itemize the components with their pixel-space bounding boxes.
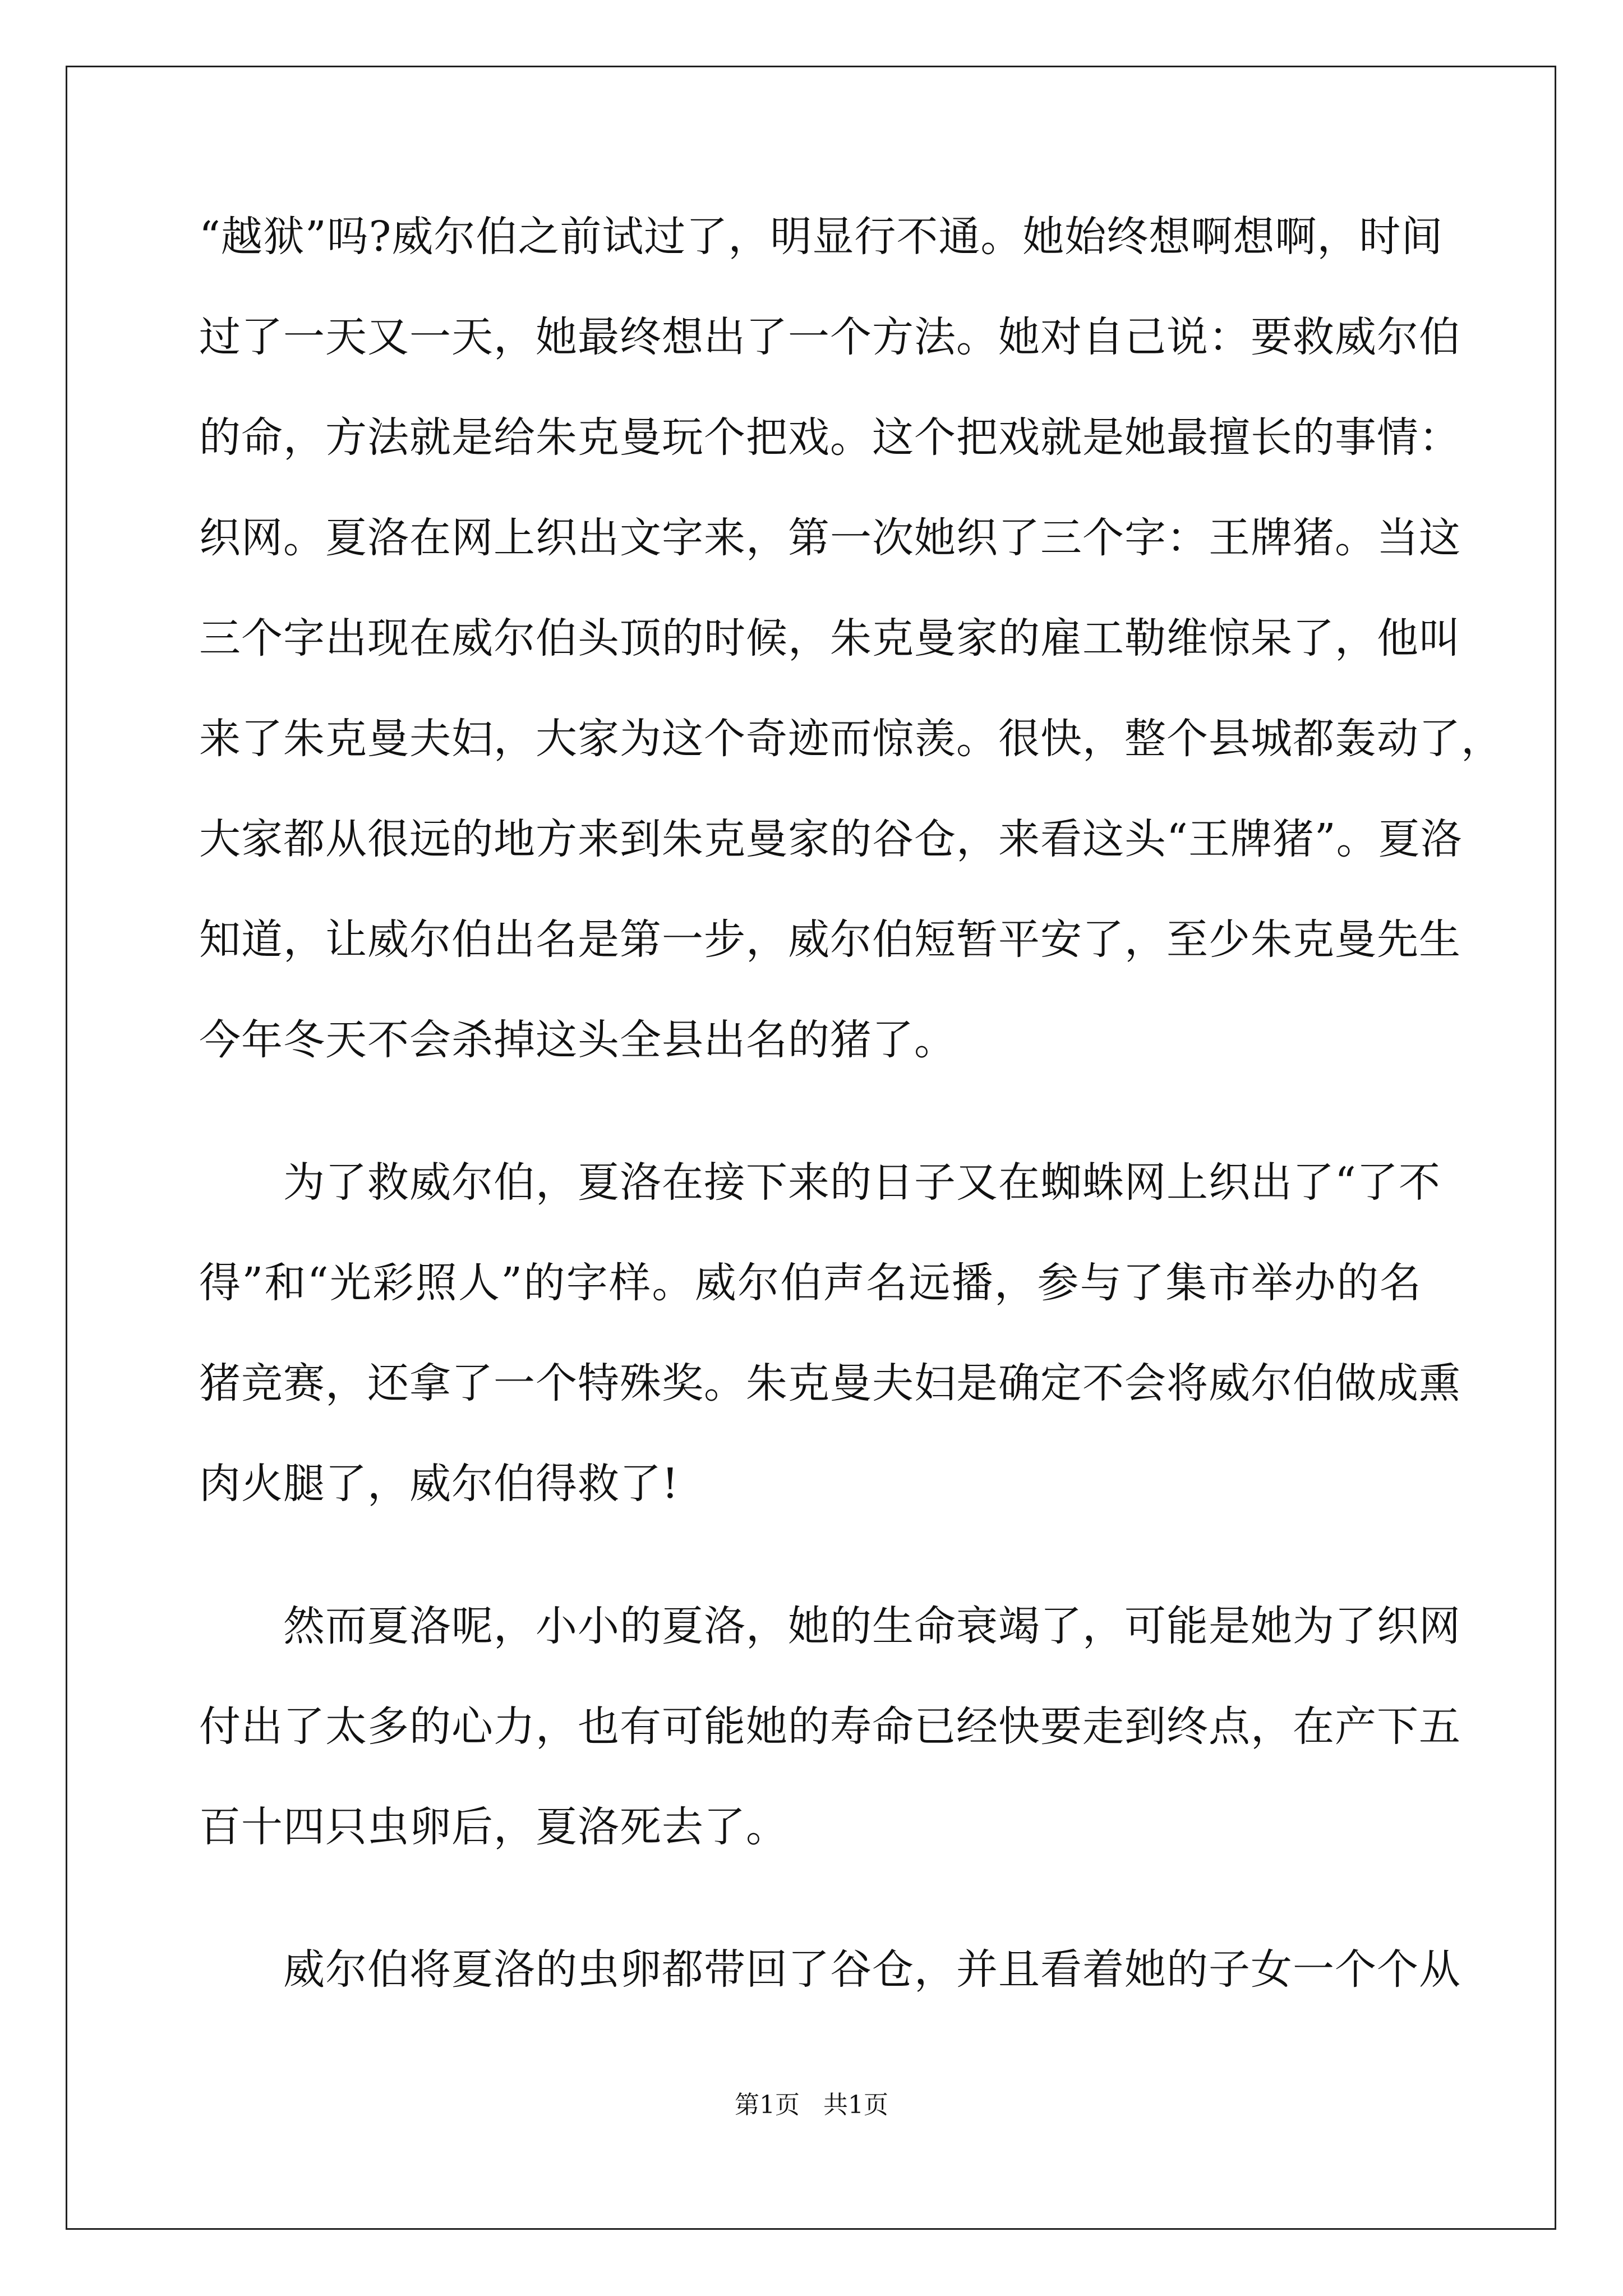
text-line: 大家都从很远的地方来到朱克曼家的谷仓，来看这头“王牌猪”。夏洛	[199, 815, 1463, 863]
paragraph-3	[199, 1602, 1461, 1907]
text-line: 的命，方法就是给朱克曼玩个把戏。这个把戏就是她最擅长的事情：	[199, 413, 1461, 462]
paragraph-spacing	[199, 1120, 1422, 1162]
text-line: 肉火腿了，威尔伯得救了!	[199, 1460, 679, 1508]
paragraph-1	[199, 213, 1503, 1120]
text-line: “越狱”吗?威尔伯之前试过了，明显行不通。她始终想啊想啊，时间	[199, 213, 1444, 261]
text-line: 今年冬天不会杀掉这头全县出名的猪了。	[199, 1016, 956, 1064]
text-line: 百十四只虫卵后，夏洛死去了。	[199, 1803, 788, 1851]
page-footer: 第1页 共1页	[735, 2091, 888, 2119]
paragraph-2	[199, 1158, 1461, 1563]
text-line: 得”和“光彩照人”的字样。威尔伯声名远播，参与了集市举办的名	[199, 1259, 1422, 1307]
text-line: 知道，让威尔伯出名是第一步，威尔伯短暂平安了，至少朱克曼先生	[199, 915, 1461, 964]
paragraph-spacing	[199, 1907, 1422, 1949]
text-line: 猪竞赛，还拿了一个特殊奖。朱克曼夫妇是确定不会将威尔伯做成熏	[199, 1359, 1461, 1407]
text-line: 付出了太多的心力，也有可能她的寿命已经快要走到终点，在产下五	[199, 1703, 1461, 1751]
text-line: 来了朱克曼夫妇，大家为这个奇迹而惊羡。很快，整个县城都轰动了，	[199, 715, 1503, 763]
text-line: 然而夏洛呢，小小的夏洛，她的生命衰竭了，可能是她为了织网	[283, 1602, 1461, 1650]
text-line: 威尔伯将夏洛的虫卵都带回了谷仓，并且看着她的子女一个个从	[283, 1945, 1461, 1994]
text-line: 为了救威尔伯，夏洛在接下来的日子又在蜘蛛网上织出了“了不	[283, 1158, 1441, 1207]
text-line: 三个字出现在威尔伯头顶的时候，朱克曼家的雇工勒维惊呆了，他叫	[199, 614, 1461, 662]
paragraph-spacing	[199, 1563, 1422, 1605]
text-line: 织网。夏洛在网上织出文字来，第一次她织了三个字：王牌猪。当这	[199, 514, 1461, 562]
document-body	[199, 213, 1503, 2049]
paragraph-4	[199, 1945, 1461, 2049]
text-line: 过了一天又一天，她最终想出了一个方法。她对自己说：要救威尔伯	[199, 313, 1461, 361]
